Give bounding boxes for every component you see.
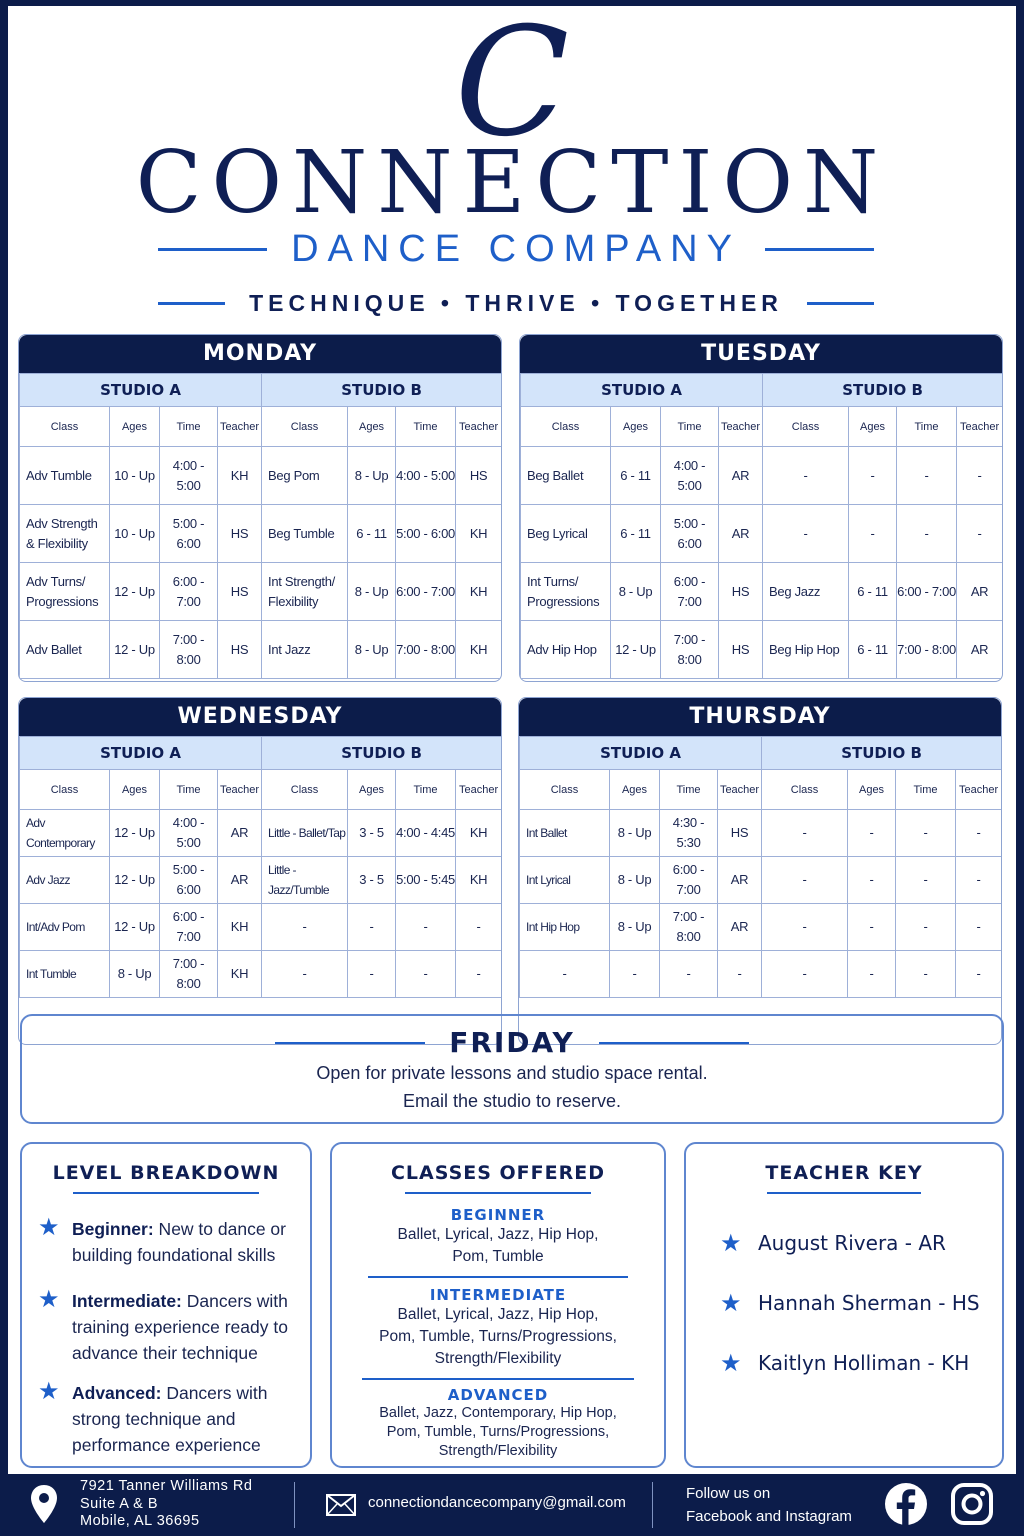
cell-time: 7:00 - 8:00 — [160, 951, 218, 998]
schedule-table — [19, 736, 502, 998]
cell-ages: 3 - 5 — [348, 810, 396, 857]
cell-time: - — [896, 904, 956, 951]
table-row — [20, 951, 502, 998]
level-text: Dancers with training experience ready to advance their technique — [72, 1291, 288, 1363]
cell-ages: 8 - Up — [611, 563, 661, 621]
cell-class: Adv Ballet — [20, 621, 110, 679]
cell-class: Int Hip Hop — [520, 904, 610, 951]
table-row — [521, 621, 1003, 679]
column-header-row — [520, 770, 1002, 810]
cell-class: Int Turns/ Progressions — [521, 563, 611, 621]
cell-time: 7:00 - 8:00 — [897, 621, 957, 679]
column-header-ages: Ages — [348, 407, 396, 447]
table-row — [520, 810, 1002, 857]
teacher-item-ar — [686, 1228, 1002, 1288]
table-row — [521, 505, 1003, 563]
friday-line-1: Open for private lessons and studio space rental. — [316, 1063, 708, 1083]
cell-class: Little - Jazz/Tumble — [262, 857, 348, 904]
cell-time: 5:00 - 6:00 — [160, 857, 218, 904]
friday-rule-right — [599, 1042, 749, 1044]
cell-time: 4:00 - 5:00 — [160, 447, 218, 505]
cell-ages: - — [848, 904, 896, 951]
column-header-ages: Ages — [610, 770, 660, 810]
studio-a-header: STUDIO A — [20, 374, 262, 407]
class-line: Ballet, Jazz, Contemporary, Hip Hop, — [379, 1405, 617, 1421]
friday-line-2: Email the studio to reserve. — [402, 1091, 622, 1111]
cell-class: - — [763, 505, 849, 563]
cell-teacher: AR — [718, 904, 762, 951]
footer-divider — [294, 1482, 295, 1528]
cell-ages: 8 - Up — [610, 810, 660, 857]
instagram-icon[interactable] — [950, 1482, 994, 1526]
cell-ages: 8 - Up — [348, 621, 396, 679]
studio-a-header: STUDIO A — [521, 374, 763, 407]
cell-teacher: AR — [719, 505, 763, 563]
tagline-rule-right — [807, 302, 874, 305]
envelope-icon — [326, 1494, 356, 1516]
cell-ages: - — [848, 857, 896, 904]
studio-b-header: STUDIO B — [262, 374, 502, 407]
cell-ages: 6 - 11 — [849, 563, 897, 621]
cell-time: 7:00 - 8:00 — [396, 621, 456, 679]
teacher-name: Kaitlyn Holliman - KH — [758, 1351, 970, 1375]
cell-time: 5:00 - 6:00 — [160, 505, 218, 563]
cell-ages: 10 - Up — [110, 447, 160, 505]
follow-line-2: Facebook and Instagram — [686, 1508, 852, 1525]
teacher-key-rule — [767, 1192, 921, 1194]
cell-time: 6:00 - 7:00 — [661, 563, 719, 621]
column-header-class: Class — [763, 407, 849, 447]
column-header-class: Class — [521, 407, 611, 447]
cell-time: 6:00 - 7:00 — [396, 563, 456, 621]
cell-ages: - — [848, 810, 896, 857]
table-row — [20, 857, 502, 904]
brand-name: CONNECTION — [135, 133, 889, 233]
footer-follow — [686, 1482, 852, 1528]
footer-email-link[interactable]: connectiondancecompany@gmail.com — [368, 1494, 626, 1511]
cell-ages: - — [849, 447, 897, 505]
cell-ages: 8 - Up — [110, 951, 160, 998]
day-title: TUESDAY — [520, 335, 1002, 373]
cell-time: 5:00 - 5:45 — [396, 857, 456, 904]
day-title: MONDAY — [19, 335, 501, 373]
table-row — [20, 447, 502, 505]
footer-address — [80, 1478, 252, 1531]
cell-class: Beg Pom — [262, 447, 348, 505]
cell-teacher: HS — [719, 621, 763, 679]
table-row — [20, 904, 502, 951]
cell-class: Adv Strength & Flexibility — [20, 505, 110, 563]
schedule-table — [19, 373, 502, 679]
cell-class: - — [763, 447, 849, 505]
studio-b-header: STUDIO B — [763, 374, 1003, 407]
column-header-row — [521, 407, 1003, 447]
address-line-2: Suite A & B — [80, 1495, 159, 1512]
subtitle-rule-right — [765, 248, 874, 251]
class-line: Ballet, Lyrical, Jazz, Hip Hop, — [397, 1306, 599, 1323]
cell-class: Adv Jazz — [20, 857, 110, 904]
cell-class: Int Jazz — [262, 621, 348, 679]
cell-time: 7:00 - 8:00 — [160, 621, 218, 679]
column-header-teacher: Teacher — [718, 770, 762, 810]
cell-class: Int Ballet — [520, 810, 610, 857]
logo-letter: C — [454, 0, 570, 170]
column-header-row — [20, 407, 502, 447]
cell-teacher: - — [718, 951, 762, 998]
column-header-time: Time — [897, 407, 957, 447]
cell-class: Adv Turns/ Progressions — [20, 563, 110, 621]
cell-ages: 12 - Up — [110, 621, 160, 679]
teacher-name: August Rivera - AR — [758, 1231, 946, 1255]
cell-class: Int/Adv Pom — [20, 904, 110, 951]
column-header-ages: Ages — [348, 770, 396, 810]
subtitle-row — [158, 228, 874, 271]
cell-time: 5:00 - 6:00 — [661, 505, 719, 563]
star-icon: ★ — [720, 1289, 742, 1317]
cell-time: - — [896, 857, 956, 904]
table-row — [520, 904, 1002, 951]
cell-time: 7:00 - 8:00 — [660, 904, 718, 951]
teacher-item-hs — [686, 1288, 1002, 1348]
cell-time: - — [896, 810, 956, 857]
cell-teacher: HS — [718, 810, 762, 857]
classes-intermediate-list — [332, 1304, 664, 1370]
cell-ages: 8 - Up — [610, 904, 660, 951]
column-header-class: Class — [20, 407, 110, 447]
cell-teacher: - — [956, 904, 1002, 951]
cell-class: - — [762, 904, 848, 951]
level-item-advanced — [22, 1377, 310, 1458]
subtitle-rule-left — [158, 248, 267, 251]
column-header-ages: Ages — [848, 770, 896, 810]
cell-ages: 8 - Up — [610, 857, 660, 904]
column-header-ages: Ages — [110, 407, 160, 447]
cell-class: - — [762, 857, 848, 904]
column-header-ages: Ages — [110, 770, 160, 810]
column-header-teacher: Teacher — [456, 770, 502, 810]
classes-offered-title: CLASSES OFFERED — [390, 1162, 606, 1184]
cell-class: - — [520, 951, 610, 998]
cell-ages: 12 - Up — [110, 857, 160, 904]
classes-offered-rule — [405, 1192, 591, 1194]
day-block-thursday — [518, 697, 1002, 1045]
studio-b-header: STUDIO B — [762, 737, 1002, 770]
column-header-teacher: Teacher — [456, 407, 502, 447]
cell-teacher: AR — [957, 563, 1003, 621]
cell-teacher: KH — [456, 810, 502, 857]
cell-ages: 12 - Up — [110, 810, 160, 857]
level-breakdown-box — [20, 1142, 312, 1468]
cell-class: Int Lyrical — [520, 857, 610, 904]
classes-separator — [368, 1276, 628, 1278]
cell-time: - — [897, 447, 957, 505]
cell-teacher: - — [456, 904, 502, 951]
cell-class: Beg Jazz — [763, 563, 849, 621]
classes-beginner-heading: BEGINNER — [450, 1206, 546, 1224]
cell-teacher: HS — [719, 563, 763, 621]
cell-teacher: KH — [218, 904, 262, 951]
cell-teacher: - — [957, 447, 1003, 505]
table-row — [20, 810, 502, 857]
teacher-name: Hannah Sherman - HS — [758, 1291, 980, 1315]
cell-time: - — [896, 951, 956, 998]
star-icon: ★ — [38, 1377, 60, 1405]
column-header-class: Class — [262, 407, 348, 447]
cell-ages: - — [610, 951, 660, 998]
cell-class: - — [262, 951, 348, 998]
column-header-teacher: Teacher — [218, 770, 262, 810]
cell-time: 6:00 - 7:00 — [897, 563, 957, 621]
level-label: Advanced: — [72, 1383, 162, 1403]
cell-ages: 12 - Up — [110, 563, 160, 621]
cell-class: Int Tumble — [20, 951, 110, 998]
class-line: Ballet, Lyrical, Jazz, Hip Hop, — [397, 1226, 599, 1243]
star-icon: ★ — [720, 1229, 742, 1257]
cell-teacher: HS — [218, 505, 262, 563]
cell-teacher: KH — [456, 505, 502, 563]
column-header-time: Time — [396, 770, 456, 810]
subtitle: DANCE COMPANY — [291, 228, 741, 270]
schedule-table — [520, 373, 1003, 679]
location-pin-icon — [30, 1484, 58, 1524]
cell-ages: 8 - Up — [348, 447, 396, 505]
column-header-teacher: Teacher — [218, 407, 262, 447]
cell-class: Beg Ballet — [521, 447, 611, 505]
column-header-time: Time — [661, 407, 719, 447]
classes-beginner-list — [332, 1224, 664, 1268]
teacher-key-title: TEACHER KEY — [765, 1162, 923, 1184]
cell-class: - — [262, 904, 348, 951]
cell-teacher: - — [956, 810, 1002, 857]
table-row — [20, 505, 502, 563]
column-header-time: Time — [396, 407, 456, 447]
cell-teacher: HS — [218, 621, 262, 679]
cell-ages: 12 - Up — [110, 904, 160, 951]
cell-class: - — [762, 810, 848, 857]
classes-separator — [362, 1378, 634, 1380]
cell-teacher: AR — [218, 810, 262, 857]
level-item-beginner — [22, 1213, 310, 1268]
classes-offered-box — [330, 1142, 666, 1468]
cell-class: Beg Hip Hop — [763, 621, 849, 679]
column-header-ages: Ages — [611, 407, 661, 447]
cell-ages: - — [348, 951, 396, 998]
level-label: Beginner: — [72, 1219, 154, 1239]
level-item-intermediate — [22, 1285, 310, 1366]
cell-time: 6:00 - 7:00 — [160, 563, 218, 621]
level-text: New to dance or building foundational skills — [72, 1219, 286, 1265]
column-header-class: Class — [520, 770, 610, 810]
day-block-tuesday — [519, 334, 1003, 682]
day-title: WEDNESDAY — [19, 698, 501, 736]
classes-intermediate-heading: INTERMEDIATE — [429, 1286, 567, 1304]
tagline-rule-left — [158, 302, 225, 305]
studio-a-header: STUDIO A — [20, 737, 262, 770]
cell-ages: - — [348, 904, 396, 951]
cell-time: - — [897, 505, 957, 563]
column-header-time: Time — [660, 770, 718, 810]
studio-b-header: STUDIO B — [262, 737, 502, 770]
class-line: Pom, Tumble, Turns/Progressions, — [386, 1424, 610, 1440]
level-breakdown-rule — [73, 1192, 259, 1194]
friday-rule-left — [275, 1042, 425, 1044]
class-line: Strength/Flexibility — [438, 1443, 558, 1459]
level-text: Dancers with strong technique and performance experience — [72, 1383, 268, 1455]
table-row — [520, 857, 1002, 904]
column-header-time: Time — [896, 770, 956, 810]
follow-line-1: Follow us on — [686, 1485, 771, 1502]
cell-time: 4:00 - 5:00 — [661, 447, 719, 505]
cell-time: 4:00 - 5:00 — [160, 810, 218, 857]
cell-teacher: KH — [456, 857, 502, 904]
class-line: Pom, Tumble, Turns/Progressions, — [379, 1328, 617, 1345]
cell-ages: 12 - Up — [611, 621, 661, 679]
studio-header-row — [20, 374, 502, 407]
cell-teacher: - — [456, 951, 502, 998]
facebook-icon[interactable] — [884, 1482, 928, 1526]
address-line-1: 7921 Tanner Williams Rd — [80, 1478, 253, 1494]
column-header-teacher: Teacher — [719, 407, 763, 447]
level-breakdown-title: LEVEL BREAKDOWN — [52, 1162, 280, 1184]
column-header-class: Class — [762, 770, 848, 810]
column-header-row — [20, 770, 502, 810]
cell-time: - — [660, 951, 718, 998]
friday-title-row — [22, 1026, 1002, 1059]
table-row — [20, 563, 502, 621]
studio-header-row — [20, 737, 502, 770]
star-icon: ★ — [720, 1349, 742, 1377]
cell-class: Beg Tumble — [262, 505, 348, 563]
cell-teacher: KH — [456, 563, 502, 621]
cell-ages: 3 - 5 — [348, 857, 396, 904]
tagline: TECHNIQUE • THRIVE • TOGETHER — [249, 290, 783, 316]
cell-time: 6:00 - 7:00 — [160, 904, 218, 951]
column-header-ages: Ages — [849, 407, 897, 447]
cell-time: 7:00 - 8:00 — [661, 621, 719, 679]
cell-time: 4:00 - 4:45 — [396, 810, 456, 857]
cell-class: Little - Ballet/Tap — [262, 810, 348, 857]
table-row — [20, 621, 502, 679]
cell-class: Adv Hip Hop — [521, 621, 611, 679]
cell-teacher: AR — [718, 857, 762, 904]
cell-time: - — [396, 904, 456, 951]
cell-ages: - — [848, 951, 896, 998]
footer-divider — [652, 1482, 653, 1528]
day-block-monday — [18, 334, 502, 682]
cell-teacher: - — [956, 951, 1002, 998]
column-header-time: Time — [160, 407, 218, 447]
cell-teacher: KH — [218, 951, 262, 998]
table-row — [521, 447, 1003, 505]
friday-box — [20, 1014, 1004, 1124]
tagline-row — [158, 290, 874, 317]
column-header-class: Class — [20, 770, 110, 810]
cell-class: - — [762, 951, 848, 998]
classes-advanced-heading: ADVANCED — [447, 1386, 549, 1404]
classes-advanced-list — [332, 1404, 664, 1461]
cell-ages: 8 - Up — [348, 563, 396, 621]
cell-class: Adv Tumble — [20, 447, 110, 505]
table-row — [520, 951, 1002, 998]
cell-ages: 6 - 11 — [611, 447, 661, 505]
cell-teacher: HS — [456, 447, 502, 505]
table-row — [521, 563, 1003, 621]
cell-time: 5:00 - 6:00 — [396, 505, 456, 563]
cell-teacher: - — [957, 505, 1003, 563]
cell-class: Beg Lyrical — [521, 505, 611, 563]
cell-ages: 6 - 11 — [348, 505, 396, 563]
column-header-teacher: Teacher — [956, 770, 1002, 810]
cell-teacher: AR — [218, 857, 262, 904]
footer — [0, 1474, 1024, 1536]
address-line-3: Mobile, AL 36695 — [80, 1513, 200, 1529]
cell-time: 6:00 - 7:00 — [660, 857, 718, 904]
cell-ages: 10 - Up — [110, 505, 160, 563]
cell-teacher: KH — [218, 447, 262, 505]
cell-time: - — [396, 951, 456, 998]
cell-class: Int Strength/ Flexibility — [262, 563, 348, 621]
cell-ages: - — [849, 505, 897, 563]
schedule-table — [519, 736, 1002, 998]
cell-ages: 6 - 11 — [849, 621, 897, 679]
cell-teacher: - — [956, 857, 1002, 904]
star-icon: ★ — [38, 1285, 60, 1313]
cell-class: Adv Contemporary — [20, 810, 110, 857]
friday-title: FRIDAY — [449, 1026, 575, 1059]
cell-ages: 6 - 11 — [611, 505, 661, 563]
level-label: Intermediate: — [72, 1291, 182, 1311]
studio-a-header: STUDIO A — [520, 737, 762, 770]
day-title: THURSDAY — [519, 698, 1001, 736]
cell-time: 4:00 - 5:00 — [396, 447, 456, 505]
studio-header-row — [520, 737, 1002, 770]
cell-teacher: HS — [218, 563, 262, 621]
cell-teacher: AR — [719, 447, 763, 505]
cell-teacher: AR — [957, 621, 1003, 679]
teacher-key-box — [684, 1142, 1004, 1468]
column-header-class: Class — [262, 770, 348, 810]
cell-teacher: KH — [456, 621, 502, 679]
star-icon: ★ — [38, 1213, 60, 1241]
column-header-teacher: Teacher — [957, 407, 1003, 447]
class-line: Strength/Flexibility — [434, 1350, 562, 1367]
teacher-item-kh — [686, 1348, 1002, 1408]
cell-time: 4:30 - 5:30 — [660, 810, 718, 857]
studio-header-row — [521, 374, 1003, 407]
column-header-time: Time — [160, 770, 218, 810]
class-line: Pom, Tumble — [452, 1248, 544, 1265]
day-block-wednesday — [18, 697, 502, 1045]
